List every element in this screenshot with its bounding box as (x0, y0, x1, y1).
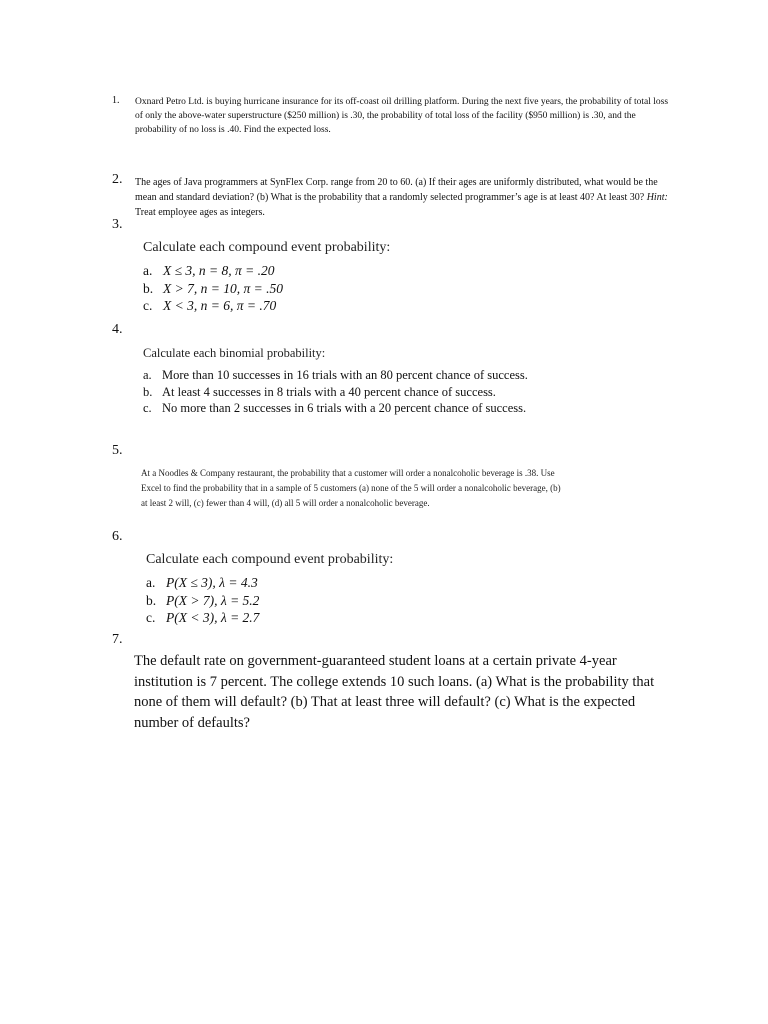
question-1-text: Oxnard Petro Ltd. is buying hurricane insurance for its off-coast oil drilling platform. During the next five years, the probability of total loss of only the above-water superstructure ($250 million) is .30, the probability of total loss of the facility ($950 million) is .30, and the probability of no loss is .40. Find the expected loss. (135, 97, 669, 135)
question-number-7: 7. (112, 632, 123, 647)
item-label: b. (143, 280, 154, 296)
item-label: b. (143, 384, 153, 399)
question-4-block (143, 346, 528, 417)
list-item (143, 384, 528, 401)
item-text: P(X > 7), λ = 5.2 (166, 592, 260, 608)
list-item (146, 592, 393, 610)
list-item (146, 609, 393, 627)
item-text: No more than 2 successes in 6 trials with a 20 percent chance of success. (162, 401, 527, 415)
question-7-text: The default rate on government-guaranteed student loans at a certain private 4-year institution is 7 percent. The college extends 10 such loans. (a) What is the probability that none of them will default? (b) That at least three will default? (c) What is the expected number of defaults? (134, 653, 655, 731)
list-item (143, 280, 390, 298)
item-text: X > 7, n = 10, π = .50 (163, 280, 283, 296)
item-label: a. (143, 368, 152, 382)
question-5-text: At a Noodles & Company restaurant, the probability that a customer will order a nonalcoholic beverage is .38. Use Excel to find the probability that in a sample of 5 customers (a) none of the 5 will order a nonalcoholic beverage, (b) at least 2 will, (c) fewer than 4 will, (d) all 5 will order a nonalcoholic beverage. (141, 468, 561, 508)
item-label: c. (146, 610, 156, 625)
item-text: P(X < 3), λ = 2.7 (166, 610, 260, 625)
item-label: c. (143, 401, 152, 415)
question-2-body: The ages of Java programmers at SynFlex Corp. range from 20 to 60. (a) If their ages are uniformly distributed, what would be the mean and standard deviation? (b) What is the probability that a randomly selected programmer’s age is at least 40? At least 30? (135, 177, 658, 203)
list-item (143, 367, 528, 384)
question-6-block (146, 552, 393, 627)
item-label: b. (146, 592, 157, 608)
question-6-heading: Calculate each compound event probability: (146, 552, 394, 567)
list-item (143, 297, 390, 315)
item-text: P(X ≤ 3), λ = 4.3 (166, 575, 258, 590)
question-number-2: 2. (112, 172, 123, 187)
list-item (143, 262, 390, 280)
question-2-hint-label: Hint: (646, 192, 668, 203)
item-text: At least 4 successes in 8 trials with a 40 percent chance of success. (162, 384, 496, 399)
question-number-6: 6. (112, 529, 123, 544)
question-3-block (143, 240, 390, 315)
item-label: a. (143, 263, 153, 278)
item-text: X ≤ 3, n = 8, π = .20 (163, 263, 275, 278)
question-number-5: 5. (112, 443, 123, 458)
question-2-hint-text: Treat employee ages as integers. (135, 207, 265, 218)
question-3-heading: Calculate each compound event probability: (143, 240, 391, 255)
question-4-heading: Calculate each binomial probability: (143, 346, 326, 360)
question-2-text (135, 175, 680, 220)
list-item (146, 574, 393, 592)
item-label: a. (146, 575, 156, 590)
item-text: More than 10 successes in 16 trials with an 80 percent chance of success. (162, 368, 528, 382)
item-label: c. (143, 298, 153, 313)
list-item (143, 400, 528, 417)
item-text: X < 3, n = 6, π = .70 (163, 298, 277, 313)
question-number-1: 1. (112, 95, 120, 106)
question-number-4: 4. (112, 322, 123, 337)
question-number-3: 3. (112, 217, 123, 232)
